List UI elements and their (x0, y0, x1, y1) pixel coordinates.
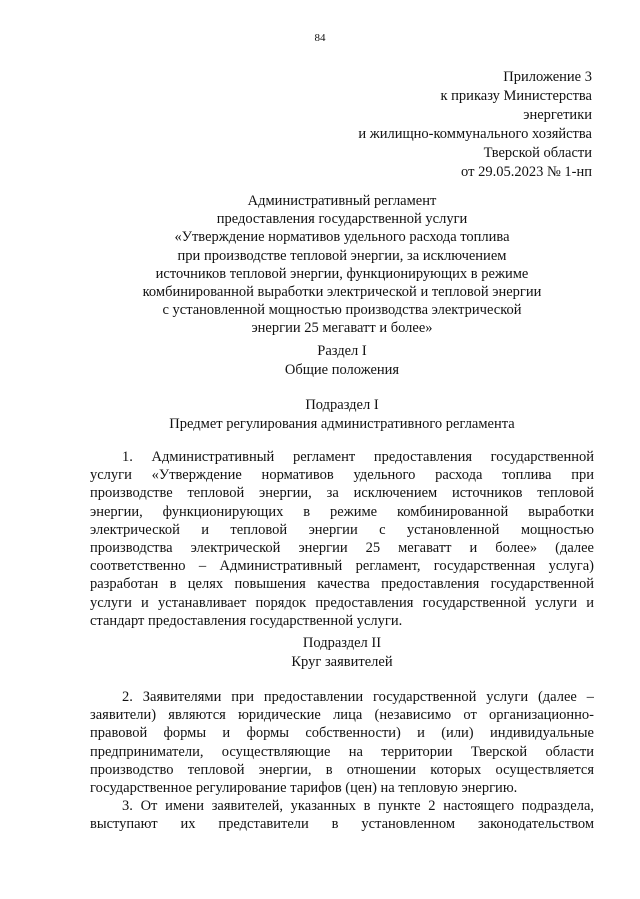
paragraph-line: стандарт предоставления государственной услуги. (90, 612, 403, 629)
appendix-reference (358, 68, 592, 182)
paragraph-line: 3. От имени заявителей, указанных в пункте 2 настоящего подраздела, (122, 798, 594, 814)
paragraph-line: 1. Административный регламент предоставления государственной (122, 449, 594, 465)
paragraph-line: 2. Заявителями при предоставлении государственной услуги (далее – (122, 689, 594, 705)
paragraph-line: производство тепловой энергии, в отношении которых осуществляется (90, 761, 594, 778)
appendix-line: и жилищно-коммунального хозяйства (358, 126, 592, 142)
paragraph-1 (90, 448, 594, 630)
subsection-heading-1 (0, 396, 640, 434)
appendix-line: к приказу Министерства (440, 88, 592, 104)
appendix-line: от 29.05.2023 № 1-нп (461, 164, 592, 180)
paragraph-line: соответственно – Административный регламент, государственная услуга) (90, 558, 594, 575)
paragraph-line: услуги и устанавливает порядок предоставления государственной услуги и (90, 594, 594, 611)
title-line: энергии 25 мегаватт и более» (251, 320, 433, 337)
subsection-name: Предмет регулирования административного регламента (169, 416, 515, 432)
paragraph-line: заявители) являются юридические лица (независимо от организационно- (90, 707, 594, 724)
appendix-line: энергетики (523, 107, 592, 123)
paragraph-line: услуги «Утверждение нормативов удельного расхода топлива при (90, 467, 594, 484)
subsection-name: Круг заявителей (291, 654, 393, 670)
title-line: источников тепловой энергии, функционирующих в режиме (155, 265, 529, 282)
paragraph-line: разработан в целях повышения качества предоставления государственной (90, 576, 594, 593)
appendix-line: Тверской области (483, 145, 592, 161)
paragraph-line: государственное регулирование тарифов (цен) на тепловую энергию. (90, 779, 518, 796)
paragraph-2 (90, 688, 594, 797)
document-title (0, 192, 640, 338)
paragraph-line: производстве тепловой энергии, за исключением источников тепловой (90, 485, 594, 502)
title-line: комбинированной выработки электрической и тепловой энергии (142, 284, 542, 301)
title-line: при производстве тепловой энергии, за исключением (177, 247, 507, 264)
title-line: предоставления государственной услуги (216, 211, 468, 228)
paragraph-line: электрической и тепловой энергии с установленной мощностью (90, 521, 594, 538)
subsection-number: Подраздел II (302, 635, 382, 651)
section-name: Общие положения (284, 362, 400, 378)
section-number: Раздел I (317, 343, 367, 359)
title-line: «Утверждение нормативов удельного расхода топлива (174, 229, 510, 246)
paragraph-line: выступают их представители в установленном законодательством (90, 816, 594, 833)
paragraph-3 (90, 797, 594, 833)
page-number: 84 (314, 32, 326, 44)
section-heading (0, 342, 640, 380)
paragraph-line: производства электрической энергии 25 мегаватт и более» (далее (90, 539, 594, 556)
title-line: с установленной мощностью производства электрической (162, 302, 522, 319)
paragraph-line: правовой формы и формы собственности) и (или) индивидуальные (90, 725, 594, 742)
paragraph-line: энергии, функционирующих в режиме комбинированной выработки (90, 503, 594, 520)
paragraph-line: предприниматели, осуществляющие на территории Тверской области (90, 743, 594, 760)
appendix-line: Приложение 3 (503, 69, 592, 85)
subsection-heading-2 (0, 634, 640, 672)
subsection-number: Подраздел I (305, 397, 379, 413)
title-line: Административный регламент (247, 193, 437, 209)
